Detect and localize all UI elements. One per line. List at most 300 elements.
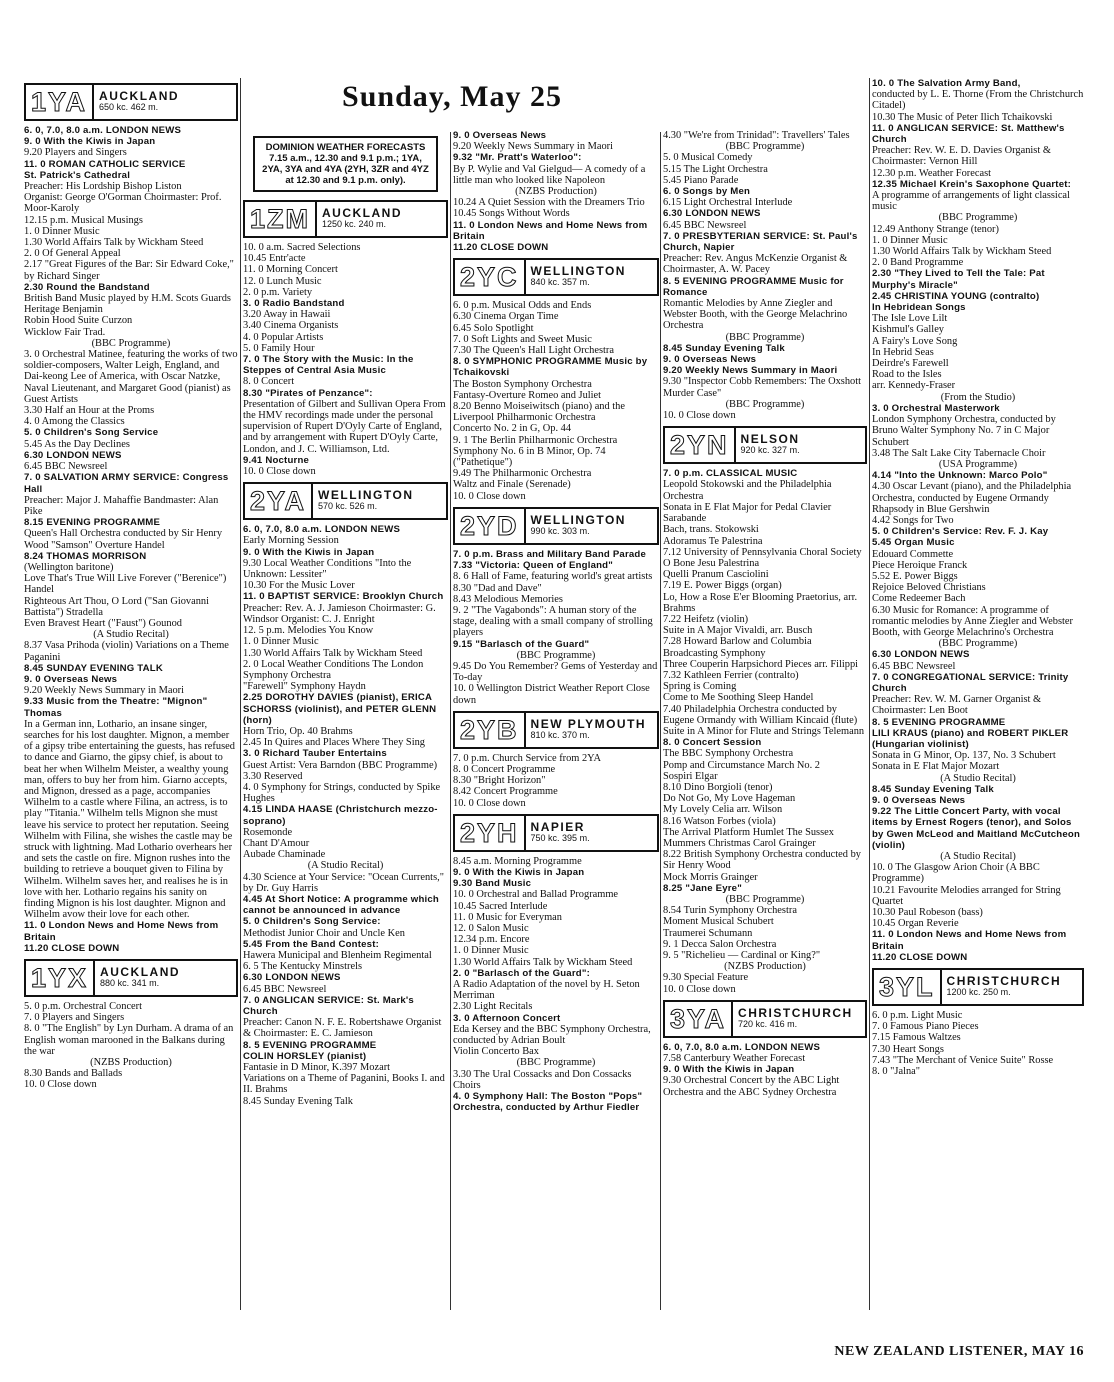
programme-heading: 9. 0 With the Kiwis in Japan [24,136,156,148]
programme-entry: 9.20 Players and Singers [24,147,127,159]
programme-heading: 7. 0 PRESBYTERIAN SERVICE: St. Paul's Church, Napier [663,230,858,254]
programme-credit: (USA Programme) [938,458,1018,470]
station-banner [243,482,448,520]
programme-entry: Sonata in G Minor, Op. 137, No. 3 Schubert [872,750,1056,762]
programme-entry: 7.40 Philadelphia Orchestra conducted by Eugene Ormandy with William Kincaid (flute) [663,703,858,726]
programme-entry: 1.30 World Affairs Talk by Wickham Steed [453,956,633,968]
programme-heading: 11. 0 ROMAN CATHOLIC SERVICE [24,158,186,170]
programme-entry: 1. 0 Dinner Music [453,945,529,957]
programme-entry: conducted by L. E. Thorne (From the Christchurch Citadel) [872,89,1084,112]
programme-entry: 6.30 Cinema Organ Time [453,311,559,323]
station-frequency: 810 kc. 370 m. [530,729,590,740]
programme-entry: 6.45 BBC Newsreel [243,983,327,995]
programme-entry: Come to Me Soothing Sleep Handel [663,692,814,704]
programme-heading: 11. 0 London News and Home News from Britain [24,920,219,943]
programme-heading: 6.30 LONDON NEWS [24,449,122,461]
programme-entry: Bach, trans. Stokowski [663,524,759,536]
station-call-sign: 2YD [455,509,526,543]
programme-entry: 7. 0 Players and Singers [24,1012,125,1024]
programme-entry: 8. 6 Hall of Fame, featuring world's great artists [453,571,653,583]
station-call-sign: 3YA [665,1002,733,1036]
station-frequency: 920 kc. 327 m. [740,445,800,456]
programme-entry: Heritage Benjamin [24,304,103,316]
programme-entry: Love That's True Will Live Forever ("Berenice") Handel [24,573,227,596]
programme-entry: 10.24 A Quiet Session with the Dreamers Trio [453,197,645,209]
programme-entry: Early Morning Session [243,535,339,547]
station-banner [24,83,238,121]
programme-entry: The Arrival Platform Humlet The Sussex Mummers Christmas Carol Grainger [663,826,834,849]
programme-heading: 4.45 At Short Notice: A programme which cannot be announced in advance [243,893,439,917]
programme-heading: 9. 0 With the Kiwis in Japan [243,546,375,558]
programme-entry: 12.34 p.m. Encore [453,934,530,946]
programme-credit: (BBC Programme) [91,337,171,349]
programme-entry: 10.45 Songs Without Words [453,208,570,220]
column-5 [872,78,1084,1312]
programme-entry: 9.30 "Inspector Cobb Remembers: The Oxshott Murder Case" [663,376,861,399]
programme-entry: Leopold Stokowski and the Philadelphia Orchestra [663,479,832,502]
programme-heading: 2.30 "They Lived to Tell the Tale: Pat Murphy's Miracle" [872,268,1045,291]
programme-heading: 9. 0 Overseas News [663,354,757,366]
station-banner [453,258,659,296]
column-divider [450,132,451,1310]
programme-heading: 11. 0 London News and Home News from Britain [453,219,648,242]
programme-entry: The Boston Symphony Orchestra [453,378,592,390]
weather-forecast-box: DOMINION WEATHER FORECASTS 7.15 a.m., 12.30 and 9.1 p.m.; 1YA, 2YA, 3YA and 4YA (2YH, 3ZR and 4YZ at 12.30 and 9.1 p.m. only). [253,136,438,192]
programme-entry: A programme of arrangements of light classical music [872,190,1070,213]
programme-entry: 2.17 "Great Figures of the Bar: Sir Edward Coke," by Richard Singer [24,259,234,282]
programme-credit: (A Studio Recital) [940,772,1016,784]
programme-entry: Suite in A Minor for Flute and Strings Telemann [663,725,865,737]
programme-credit: (BBC Programme) [725,331,805,343]
programme-entry: 10. 0 Orchestral and Ballad Programme [453,889,619,901]
station-banner [24,959,238,997]
programme-entry: 8.54 Turin Symphony Orchestra [663,905,797,917]
programme-entry: 1. 0 Dinner Music [24,225,100,237]
programme-entry: 10. 0 Close down [243,466,316,478]
programme-entry: arr. Kennedy-Fraser [872,380,956,392]
programme-entry: 8.16 Watson Forbes (viola) [663,815,776,827]
station-call-sign: 1ZM [245,202,317,236]
programme-entry: 10.21 Favourite Melodies arranged for String Quartet [872,884,1061,907]
programme-entry: 10. 0 Close down [24,1079,97,1091]
programme-entry: 6.45 BBC Newsreel [24,461,108,473]
programme-entry: In Hebrid Seas [872,346,934,358]
column-4 [663,130,867,1312]
column-divider [240,78,241,1310]
programme-entry: 7.32 Kathleen Ferrier (contralto) [663,669,799,681]
programme-heading: 5. 0 Children's Service: Rev. F. J. Kay [872,526,1049,538]
station-city: WELLINGTON [530,264,626,279]
column-1 [24,78,238,1312]
programme-entry: 1. 0 Dinner Music [243,636,319,648]
programme-heading: 7. 0 SALVATION ARMY SERVICE: Congress Hall [24,472,229,495]
programme-heading: 4.14 "Into the Unknown: Marco Polo" [872,470,1048,482]
programme-entry: 8.10 Dino Borgioli (tenor) [663,781,773,793]
programme-credit: (BBC Programme) [516,1057,596,1069]
station-frequency: 990 kc. 303 m. [530,525,590,536]
station-city: WELLINGTON [318,488,414,503]
station-frequency: 840 kc. 357 m. [530,277,590,288]
station-banner [453,814,659,852]
programme-entry: 7.19 E. Power Biggs (organ) [663,580,782,592]
programme-entry: Concerto No. 2 in G, Op. 44 [453,423,572,435]
programme-heading: 7. 0 CONGREGATIONAL SERVICE: Trinity Church [872,671,1069,694]
programme-heading: 8. 5 EVENING PROGRAMME [872,716,1006,728]
programme-entry: 8.45 Sunday Evening Talk [243,1095,353,1107]
programme-entry: Righteous Art Thou, O Lord ("San Giovanni Battista") Stradella [24,595,210,618]
programme-entry: Preacher: Canon N. F. E. Robertshawe Organist & Choirmaster: E. C. Jamieson [243,1017,442,1040]
programme-credit: (A Studio Recital) [307,860,384,872]
programme-credit: (BBC Programme) [725,894,805,905]
programme-entry: 7. 0 Famous Piano Pieces [872,1021,979,1033]
programme-credit: (NZBS Production) [515,186,597,198]
station-banner [453,507,659,545]
programme-entry: 2. 0 Band Programme [872,257,964,269]
programme-entry: My Lovely Celia arr. Wilson [663,804,783,816]
programme-heading: 11. 0 London News and Home News from Britain [872,929,1067,952]
programme-entry: (Wellington baritone) [24,561,114,573]
programme-heading: 9. 0 With the Kiwis in Japan [663,1064,795,1076]
programme-entry: 6.45 BBC Newsreel [663,219,747,231]
programme-entry: London Symphony Orchestra, conducted by Bruno Walter Symphony No. 7 in C Major Schubert [872,414,1056,448]
programme-heading: 8. 0 Concert Session [663,737,762,749]
programme-entry: 1.30 World Affairs Talk by Wickham Steed [243,647,423,659]
programme-heading: 8. 0 SYMPHONIC PROGRAMME Music by Tchaikovski [453,356,648,379]
programme-entry: 8. 0 Concert [243,376,295,388]
programme-entry: 6.30 Music for Romance: A programme of romantic melodies by Anne Ziegler and Webster Booth, with George Melachrino's Orchestra [872,604,1073,638]
programme-entry: 4.30 Science at Your Service: "Ocean Currents," by Dr. Guy Harris [243,871,444,894]
programme-entry: 3. 0 Orchestral Matinee, featuring the works of two soldier-composers, Walter Leigh, England, and Dai-keong Lee of America, with Oscar Natzke, Naval Lieutenant, and Margaret Good (pianist) as Guest Artists [24,349,238,405]
programme-entry: 1.30 World Affairs Talk by Wickham Steed [872,246,1052,258]
programme-entry: Presentation of Gilbert and Sullivan Opera From the HMV recordings made under the personal supervision of Rupert D'Oyly Carte of England, and by arrangement with Rupert D'Oyly Carte, London, and J. C. Williamson, Ltd. [243,398,446,455]
programme-entry: Lo, How a Rose E'er Blooming Praetorius, arr. Brahms [663,591,858,614]
programme-heading: 8.30 "Pirates of Penzance": [243,387,373,399]
programme-entry: 7.28 Howard Barlow and Columbia Broadcasting Symphony [663,636,812,659]
programme-entry: 10. 0 The Glasgow Arion Choir (A BBC Programme) [872,862,1040,885]
station-call-sign: 2YA [245,484,313,518]
page-title: Sunday, May 25 [342,80,562,113]
programme-credit: (A Studio Recital) [940,851,1016,863]
programme-entry: Edouard Commette [872,548,954,560]
programme-entry: 10. 0 Wellington District Weather Report Close down [453,683,650,706]
programme-entry: 10.30 The Music of Peter Ilich Tchaikovski [872,111,1053,123]
programme-entry: 12. 0 Lunch Music [243,275,322,287]
programme-credit: (BBC Programme) [725,398,805,410]
station-city: AUCKLAND [99,88,180,103]
programme-entry: Violin Concerto Bax [453,1046,539,1058]
programme-heading: 9.30 Band Music [453,878,532,890]
programme-entry: Variations on a Theme of Paganini, Books I. and II. Brahms [243,1073,445,1096]
programme-entry: 8.30 Bands and Ballads [24,1068,123,1080]
programme-heading: 6.30 LONDON NEWS [872,649,970,661]
programme-entry: 10.45 Entr'acte [243,253,306,265]
programme-entry: Preacher: Rev. A. J. Jamieson Choirmaster: G. Windsor Organist: C. J. Enright [243,602,436,625]
programme-entry: 6. 0 p.m. Light Music [872,1010,963,1022]
programme-entry: Come Redeemer Bach [872,593,966,605]
programme-heading: 7. 0 ANGLICAN SERVICE: St. Mark's Church [243,994,414,1017]
programme-entry: 8.37 Vasa Prihoda (violin) Variations on a Theme Paganini [24,640,229,663]
programme-entry: 5. 0 Family Hour [243,342,315,354]
programme-entry: 3.20 Away in Hawaii [243,309,331,321]
programme-entry: 5. 0 Musical Comedy [663,152,753,164]
programme-entry: 7.30 Heart Songs [872,1043,944,1055]
programme-entry: 3.48 The Salt Lake City Tabernacle Choir [872,447,1046,459]
programme-entry: Sospiri Elgar [663,770,718,782]
programme-entry: 9. 1 The Berlin Philharmonic Orchestra [453,434,618,446]
station-city: AUCKLAND [322,205,402,220]
programme-entry: Kishmul's Galley [872,324,945,336]
programme-entry: Chant D'Amour [243,837,310,849]
station-city: NELSON [740,432,800,447]
programme-entry: 12.15 p.m. Musical Musings [24,214,143,226]
programme-entry: 2. 0 p.m. Variety [243,286,313,298]
programme-entry: 8.30 "Bright Horizon" [453,775,546,787]
programme-entry: 8. 0 "Jalna" [872,1066,921,1078]
programme-heading: 10. 0 The Salvation Army Band, [872,78,1021,89]
programme-entry: By P. Wylie and Val Gielgud— A comedy of a little man who looked like Napoleon [453,163,646,186]
programme-entry: Romantic Melodies by Anne Ziegler and Webster Booth, with the George Melachrino Orchestra [663,298,848,332]
programme-entry: 10.30 Paul Robeson (bass) [872,907,983,919]
programme-entry: Moment Musical Schubert [663,916,774,928]
programme-heading: 5.45 Organ Music [872,537,955,549]
programme-entry: 8. 0 "The English" by Lyn Durham. A drama of an English woman marooned in the Balkans during the war [24,1023,234,1057]
programme-heading: 4.15 LINDA HAASE (Christchurch mezzo-soprano) [243,804,438,827]
programme-heading: 6. 0, 7.0, 8.0 a.m. LONDON NEWS [663,1041,821,1053]
programme-entry: 3.30 The Ural Cossacks and Don Cossacks Choirs [453,1068,632,1091]
programme-entry: Sonata in E Flat Major for Pedal Clavier [663,501,832,513]
programme-heading: 4. 0 Symphony Hall: The Boston "Pops" Orchestra, conducted by Arthur Fiedler [453,1091,643,1114]
programme-entry: 4.42 Songs for Two [872,514,954,526]
programme-heading: 6. 0, 7.0, 8.0 a.m. LONDON NEWS [24,125,182,136]
programme-heading: 12.35 Michael Krein's Saxophone Quartet: [872,178,1072,190]
programme-heading: 11. 0 BAPTIST SERVICE: Brooklyn Church [243,591,444,603]
programme-entry: In a German inn, Lothario, an insane singer, searches for his lost daughter. Mignon, a member of a gipsy tribe entertaining the guests, has refused to dance and Giarno, the gipsy chief, is about to beat her when Wilhelm Meister, a wealthy young man, offers to buy her from him. Giarno accepts, and Mignon, dressed as a page, accompanies Wilhelm to a castle where Filina, an actress, is to play "Titania." Wilhelm tells Mignon she must leave his service to protect her reputation. Seeing Wilhelm with Filina, she wishes the castle may be struck with lightning. Mad Lothario overhears her and sets the castle on fire. Mignon rushes into the building to retrieve a bouquet given to Filina by Wilhelm. Wilhelm saves her, and realises he is in love with her. Lothario regains his sanity on finding Mignon is his lost daughter. Mignon and Wilhelm avow their love for each other. [24,718,235,921]
programme-heading: 9.20 Weekly News Summary in Maori [663,365,838,377]
programme-entry: 7.22 Heifetz (violin) [663,613,749,625]
programme-entry: 5.52 E. Power Biggs [872,570,958,582]
programme-heading: 2.45 CHRISTINA YOUNG (contralto) [872,290,1040,302]
programme-heading: 11. 0 ANGLICAN SERVICE: St. Matthew's Church [872,122,1065,146]
programme-entry: 9.20 Weekly News Summary in Maori [24,685,185,697]
programme-entry: Rejoice Beloved Christians [872,582,986,594]
station-call-sign: 2YH [455,816,526,850]
programme-entry: 7.12 University of Pennsylvania Choral Society [663,546,862,558]
programme-heading: 7.33 "Victoria: Queen of England" [453,560,613,572]
programme-entry: British Band Music played by H.M. Scots Guards [24,293,231,305]
programme-entry: 1. 0 Dinner Music [872,234,948,246]
programme-entry: 8.42 Concert Programme [453,786,558,798]
programme-entry: Adoramus Te Palestrina [663,535,763,547]
station-city: NEW PLYMOUTH [530,716,647,731]
programme-entry: Sarabande [663,513,707,525]
programme-entry: 2. 0 Local Weather Conditions The London Symphony Orchestra [243,658,424,681]
programme-credit: (From the Studio) [940,391,1016,403]
programme-heading: 11.20 CLOSE DOWN [453,242,549,254]
station-city: CHRISTCHURCH [738,1005,853,1020]
programme-entry: Traumerei Schumann [663,927,753,939]
programme-entry: 4.30 Oscar Levant (piano), and the Philadelphia Orchestra, conducted by Eugene Ormandy Rhapsody in Blue Gershwin [872,481,1072,515]
programme-credit: (BBC Programme) [938,212,1018,224]
station-frequency: 1250 kc. 240 m. [322,219,387,229]
programme-heading: 5. 0 Children's Song Service: [243,916,381,928]
programme-heading: 6. 0, 7.0, 8.0 a.m. LONDON NEWS [243,524,401,536]
programme-entry: 12. 5 p.m. Melodies You Know [243,625,374,637]
programme-entry: 9.30 Special Feature [663,972,749,984]
station-call-sign: 1YA [26,85,94,119]
programme-entry: 7.58 Canterbury Weather Forecast [663,1053,806,1065]
programme-entry: 4. 0 Symphony for Strings, conducted by Spike Hughes [243,781,441,805]
programme-heading: 8. 5 EVENING PROGRAMME Music for Romance [663,275,844,298]
programme-entry: 10. 0 Close down [453,797,526,809]
programme-heading: 9.41 Nocturne [243,454,310,466]
page-footer: NEW ZEALAND LISTENER, MAY 16 [834,1344,1084,1359]
station-call-sign: 3YL [874,970,942,1004]
programme-entry: Do Not Go, My Love Hageman [663,793,796,805]
programme-entry: Horn Trio, Op. 40 Brahms [243,725,353,737]
programme-entry: 10.45 Sacred Interlude [453,900,548,912]
programme-credit: (A Studio Recital) [93,629,169,641]
programme-heading: 2.25 DOROTHY DAVIES (pianist), ERICA SCHORSS (violinist), and PETER GLENN (horn) [243,692,437,726]
programme-heading: 9. 0 With the Kiwis in Japan [453,866,585,878]
station-city: CHRISTCHURCH [946,973,1062,988]
programme-entry: 9.45 Do You Remember? Gems of Yesterday and To-day [453,660,658,684]
programme-entry: 2.45 In Quires and Places Where They Sing [243,737,425,749]
programme-credit: (BBC Programme) [938,638,1018,650]
programme-heading: 3. 0 Orchestral Masterwork [872,402,1000,414]
programme-entry: 5.45 Piano Parade [663,174,739,186]
programme-entry: The BBC Symphony Orchestra [663,748,794,760]
programme-entry: 8.30 "Dad and Dave" [453,582,542,594]
programme-entry: 4.30 "We're from Trinidad": Travellers' Tales [663,130,850,141]
station-banner [243,200,448,238]
station-banner [872,968,1084,1006]
programme-heading: 2. 0 "Barlasch of the Guard": [453,967,590,979]
programme-entry: 2.30 Light Recitals [453,1001,533,1013]
station-frequency: 1200 kc. 250 m. [946,987,1011,998]
programme-entry: 10. 0 Close down [663,983,736,995]
programme-heading: 3. 0 Afternoon Concert [453,1012,561,1024]
programme-heading: 9.22 The Little Concert Party, with vocal items by Ernest Rogers (tenor), and Solos by Gwen McLeod and Maitland McCutcheon (violin) [872,806,1081,851]
programme-heading: LILI KRAUS (piano) and ROBERT PIKLER (Hungarian violinist) [872,727,1069,750]
programme-entry: Road to the Isles [872,369,942,381]
programme-entry: 9.49 The Philharmonic Orchestra [453,468,592,480]
station-banner [663,1000,867,1038]
programme-credit: (BBC Programme) [725,141,805,153]
programme-entry: 7.15 Famous Waltzes [872,1032,961,1044]
station-frequency: 750 kc. 395 m. [530,832,590,843]
programme-heading: 2.30 Round the Bandstand [24,281,150,293]
programme-entry: 5. 0 p.m. Orchestral Concert [24,1001,143,1013]
programme-entry: O Bone Jesu Palestrina [663,557,760,569]
programme-entry: 8.20 Benno Moiseiwitsch (piano) and the Liverpool Philharmonic Orchestra [453,401,625,424]
programme-entry: "Farewell" Symphony Haydn [243,681,366,693]
programme-entry: 1.30 World Affairs Talk by Wickham Steed [24,237,204,249]
programme-heading: 7. 0 p.m. CLASSICAL MUSIC [663,468,798,480]
station-call-sign: 2YC [455,260,526,294]
programme-entry: 8.43 Melodious Memories [453,593,563,605]
programme-entry: Preacher: Rev. W. E. D. Davies Organist & Choirmaster: Vernon Hill [872,145,1051,168]
station-frequency: 570 kc. 526 m. [318,501,378,512]
programme-heading: COLIN HORSLEY (pianist) [243,1050,367,1062]
programme-heading: 3. 0 Radio Bandstand [243,298,345,310]
programme-heading: 8.24 THOMAS MORRISON [24,550,147,562]
programme-entry: Preacher: Rev. W. M. Garner Organist & Choirmaster: Len Boot [872,694,1042,717]
programme-heading: In Hebridean Songs [872,302,966,314]
programme-entry: 9.30 Orchestral Concert by the ABC Light Orchestra and the ABC Sydney Orchestra [663,1075,840,1098]
programme-heading: 8.45 Sunday Evening Talk [872,783,994,795]
programme-entry: 7.30 The Queen's Hall Light Orchestra [453,345,614,357]
programme-entry: Wicklow Fair Trad. [24,326,106,338]
programme-credit: (BBC Programme) [516,649,596,661]
programme-entry: 10. 0 Close down [453,490,526,502]
programme-entry: 2. 0 Of General Appeal [24,248,121,260]
column-divider [660,132,661,1310]
programme-heading: 9. 0 Overseas News [872,795,966,806]
station-call-sign: 2YB [455,713,526,747]
programme-entry: A Fairy's Love Song [872,335,958,347]
programme-entry: 11. 0 Music for Everyman [453,911,562,923]
programme-entry: Three Couperin Harpsichord Pieces arr. Filippi [663,658,859,670]
programme-entry: Aubade Chaminade [243,849,326,861]
programme-entry: 3.30 Half an Hour at the Proms [24,405,155,417]
programme-heading: 8. 5 EVENING PROGRAMME [243,1039,377,1051]
programme-entry: 8.22 British Symphony Orchestra conducted by Sir Henry Wood [663,849,861,872]
programme-entry: Guest Artist: Vera Barndon (BBC Programme) [243,759,438,771]
programme-entry: Waltz and Finale (Serenade) [453,479,571,491]
programme-heading: 8.45 SUNDAY EVENING TALK [24,662,163,674]
programme-entry: 9. 1 Decca Salon Orchestra [663,938,777,950]
column-2 [243,130,448,1312]
station-frequency: 650 kc. 462 m. [99,102,159,112]
programme-heading: 9. 0 Overseas News [24,673,118,685]
programme-entry: Mock Morris Grainger [663,871,758,883]
programme-heading: St. Patrick's Cathedral [24,169,131,181]
programme-entry: 5.15 The Light Orchestra [663,163,768,175]
programme-heading: 11.20 CLOSE DOWN [872,951,968,963]
programme-entry: 8.45 a.m. Morning Programme [453,855,582,867]
programme-heading: 8.15 EVENING PROGRAMME [24,517,161,529]
programme-entry: 10. 0 a.m. Sacred Selections [243,242,361,253]
programme-entry: Sonata in E Flat Major Mozart [872,761,1000,773]
programme-entry: Preacher: Major J. Mahaffie Bandmaster: Alan Pike [24,494,219,517]
station-city: NAPIER [530,819,585,834]
station-banner [453,711,659,749]
programme-entry: 12. 0 Salon Music [453,922,529,934]
programme-entry: Suite in A Major Vivaldi, arr. Busch [663,625,813,637]
programme-heading: 6.30 LONDON NEWS [243,972,341,984]
programme-entry: 8. 0 Concert Programme [453,763,556,775]
programme-entry: Rosemonde [243,826,293,838]
station-banner [663,426,867,464]
programme-entry: 11. 0 Morning Concert [243,264,338,276]
programme-entry: Even Bravest Heart ("Faust") Gounod [24,617,182,629]
station-call-sign: 2YN [665,428,736,462]
programme-heading: 5.45 From the Band Contest: [243,938,379,950]
programme-entry: Queen's Hall Orchestra conducted by Sir Henry Wood "Samson" Overture Handel [24,528,223,551]
programme-entry: 7. 0 p.m. Church Service from 2YA [453,752,602,764]
station-city: WELLINGTON [530,512,626,527]
programme-entry: 12.30 p.m. Weather Forecast [872,167,992,179]
programme-entry: Fantasy-Overture Romeo and Juliet [453,389,602,401]
programme-entry: 3.30 Reserved [243,770,303,782]
programme-heading: 9.32 "Mr. Pratt's Waterloo": [453,152,582,164]
programme-entry: 4. 0 Popular Artists [243,331,324,343]
programme-entry: The Isle Love Lilt [872,313,948,325]
programme-heading: 9.15 "Barlasch of the Guard" [453,638,590,650]
station-frequency: 880 kc. 341 m. [100,978,160,989]
programme-credit: (NZBS Production) [90,1057,172,1069]
programme-entry: Piece Heroique Franck [872,559,968,571]
